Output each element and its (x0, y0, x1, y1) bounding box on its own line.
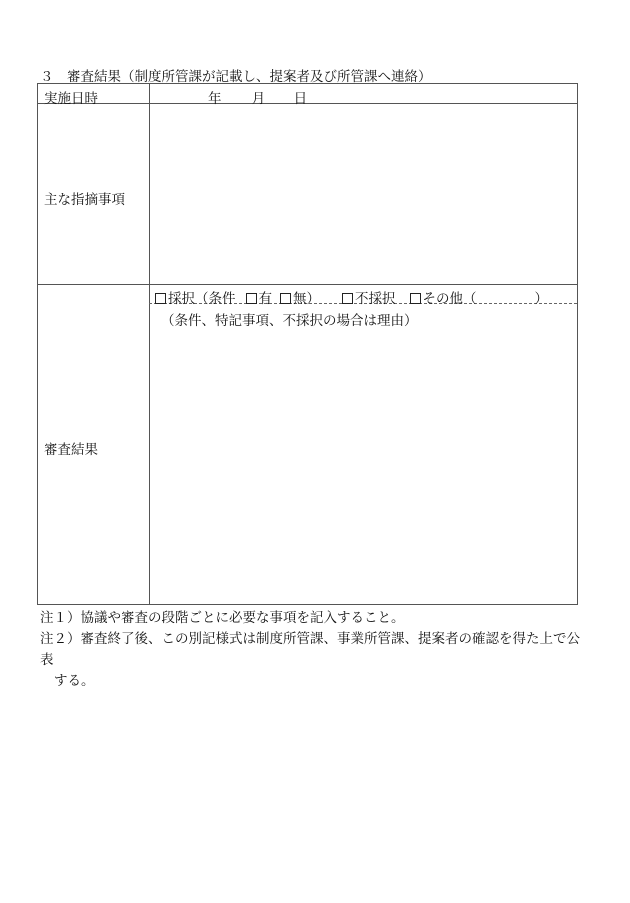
main-points-field[interactable] (150, 104, 577, 284)
footnotes (40, 608, 590, 692)
option-adopted[interactable]: 採択（条件 (155, 287, 236, 307)
result-options (155, 287, 548, 307)
option-rejected[interactable]: 不採択 (342, 287, 396, 307)
option-condition-no[interactable]: 無） (280, 287, 320, 307)
date-year-label: 年 (208, 91, 222, 107)
checkbox-other[interactable] (410, 293, 421, 304)
date-month-label: 月 (251, 91, 266, 107)
checkbox-condition-yes[interactable] (246, 293, 257, 304)
footnote-2: 注２）審査終了後、この別記様式は制度所管課、事業所管課、提案者の確認を得た上で公表 (40, 631, 580, 668)
row-divider-points (38, 284, 577, 285)
checkbox-adopted[interactable] (155, 293, 166, 304)
label-implementation-date: 実施日時 (44, 91, 98, 107)
footnote-2-continued: する。 (54, 673, 95, 689)
option-condition-yes[interactable]: 有 (246, 287, 273, 307)
label-review-result: 審査結果 (44, 442, 98, 458)
checkbox-rejected[interactable] (342, 293, 353, 304)
date-day-label: 日 (293, 91, 308, 107)
other-close-paren: ） (534, 291, 548, 307)
review-result-table (37, 83, 578, 605)
footnote-1: 注１）協議や審査の段階ごとに必要な事項を記入すること。 (40, 610, 405, 626)
label-main-points: 主な指摘事項 (44, 192, 125, 208)
option-other[interactable]: その他（ (410, 287, 477, 307)
checkbox-condition-no[interactable] (280, 293, 291, 304)
result-reason-field[interactable] (150, 328, 577, 604)
result-reason-note: （条件、特記事項、不採択の場合は理由） (161, 313, 418, 329)
section-heading: ３ 審査結果（制度所管課が記載し、提案者及び所管課へ連絡） (40, 69, 432, 85)
